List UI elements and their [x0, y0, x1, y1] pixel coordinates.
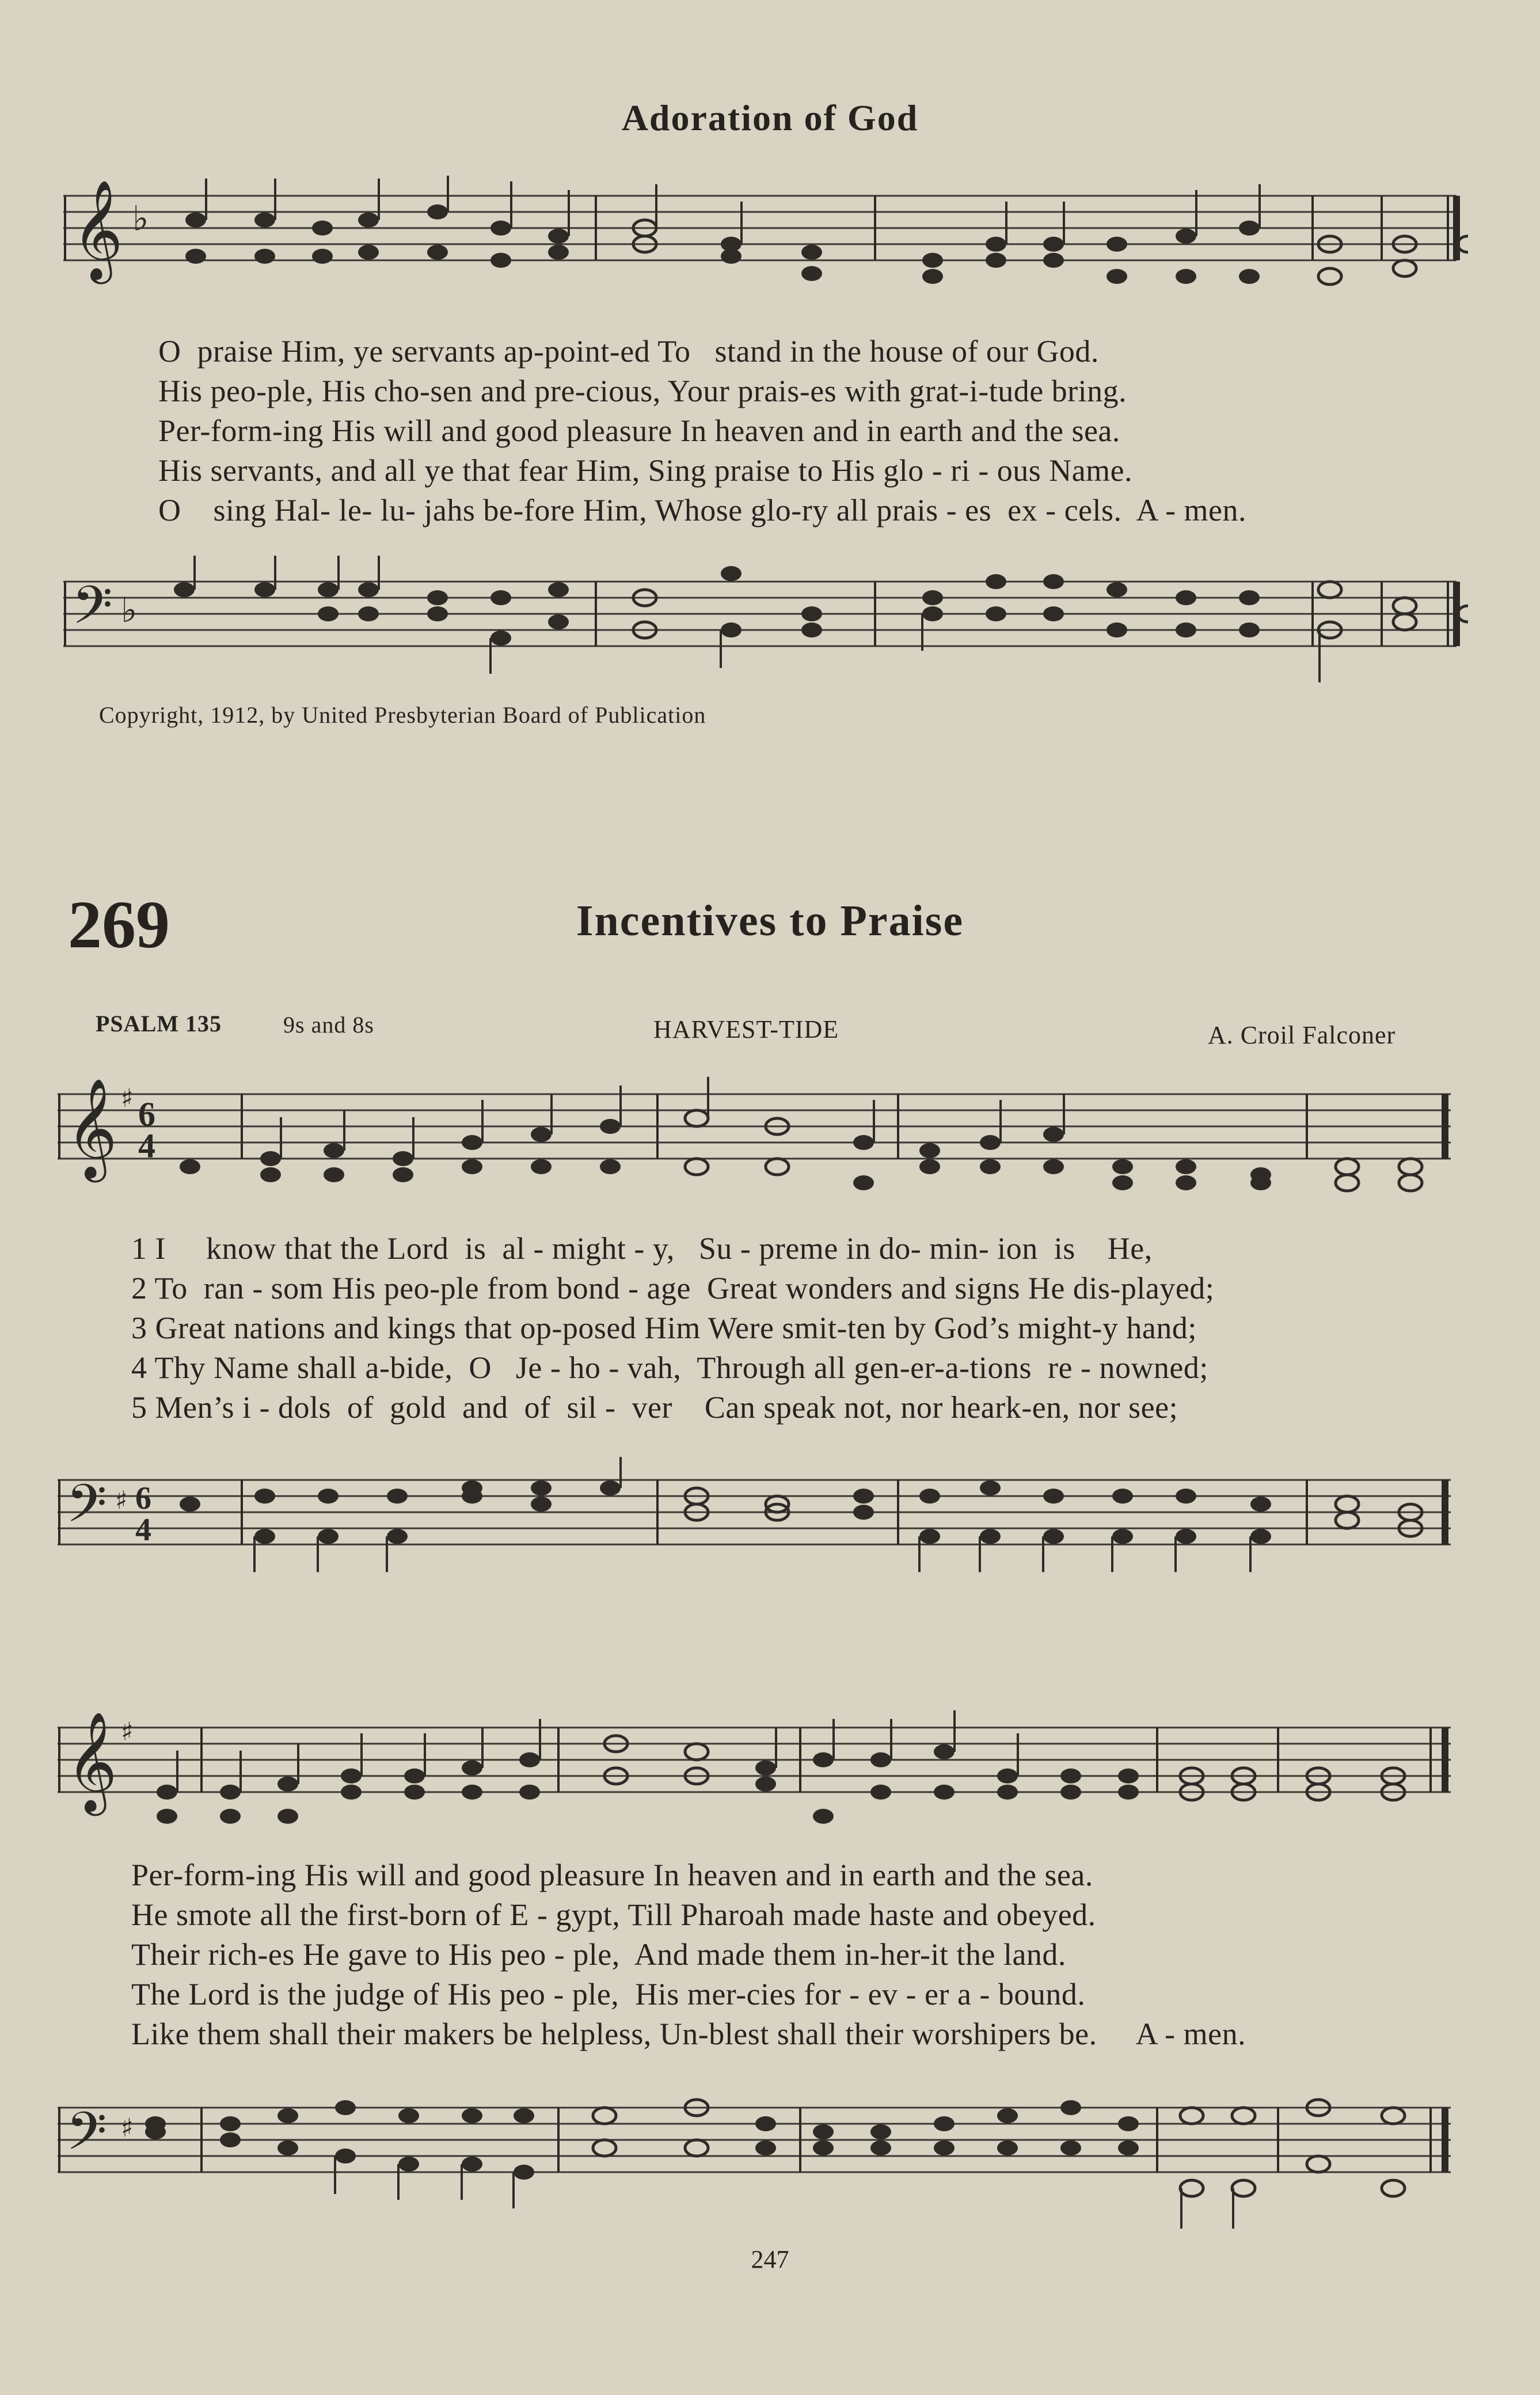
hymn-title: Adoration of God [621, 97, 919, 138]
page-number: 247 [751, 2245, 789, 2273]
svg-text:♯: ♯ [121, 2113, 134, 2143]
bass-staff-269-line1 [58, 1457, 1462, 1607]
verse-line: Like them shall their makers be helpless, Un-blest shall their worshipers be. A - men. [131, 2017, 1246, 2051]
treble-staff-269-line2 [58, 1705, 1462, 1843]
verse-line: His servants, and all ye that fear Him, Sing praise to His glo - ri - ous Name. [158, 453, 1133, 488]
svg-text:𝄢: 𝄢 [66, 2101, 107, 2174]
verse-line: O sing Hal- le- lu- jahs be-fore Him, Whose glo-ry all prais - es ex - cels. A - men. [158, 493, 1247, 527]
bass-staff-268 [63, 553, 1468, 685]
time-sig-bottom: 4 [135, 1512, 151, 1548]
svg-text:𝄞: 𝄞 [66, 1078, 117, 1178]
svg-text:♭: ♭ [121, 590, 138, 631]
verse-line: 3 Great nations and kings that op-posed Him Were smit-ten by God’s might-y hand; [131, 1311, 1197, 1345]
svg-text:𝄞: 𝄞 [66, 1711, 117, 1812]
verse-line: The Lord is the judge of His peo - ple, His mer-cies for - ev - er a - bound. [131, 1977, 1086, 2011]
svg-text:♯: ♯ [121, 1717, 134, 1747]
copyright-notice: Copyright, 1912, by United Presbyterian Board of Publication [99, 702, 706, 728]
svg-text:♭: ♭ [132, 199, 149, 239]
composer: A. Croil Falconer [1208, 1021, 1396, 1049]
verse-line: Per-form-ing His will and good pleasure In heaven and in earth and the sea. [131, 1858, 1093, 1892]
hymn-title: Incentives to Praise [576, 897, 964, 945]
svg-text:𝄞: 𝄞 [72, 180, 123, 280]
verse-line: 5 Men’s i - dols of gold and of sil - ver Can speak not, nor heark-en, nor see; [131, 1390, 1178, 1425]
bass-staff-269-line2 [58, 2085, 1462, 2234]
meter: 9s and 8s [283, 1012, 374, 1038]
verse-line: His peo-ple, His cho-sen and pre-cious, Your prais-es with grat-i-tude bring. [158, 374, 1127, 408]
treble-staff-269-line1 [58, 1071, 1462, 1227]
tune-name: HARVEST-TIDE [653, 1015, 839, 1043]
verse-line: 2 To ran - som His peo-ple from bond - age Great wonders and signs He dis-played; [131, 1271, 1215, 1305]
time-sig-top: 6 [135, 1481, 151, 1516]
verse-line: O praise Him, ye servants ap-point-ed To stand in the house of our God. [158, 334, 1099, 369]
verse-line: Per-form-ing His will and good pleasure In heaven and in earth and the sea. [158, 413, 1120, 448]
hymn-number: 269 [68, 887, 170, 962]
psalm-reference: PSALM 135 [96, 1011, 222, 1037]
treble-staff-268 [63, 173, 1468, 305]
svg-text:𝄢: 𝄢 [66, 1473, 107, 1547]
svg-text:𝄢: 𝄢 [72, 575, 113, 648]
svg-text:♯: ♯ [115, 1486, 128, 1515]
verse-line: 4 Thy Name shall a-bide, O Je - ho - vah, Through all gen-er-a-tions re - nowned; [131, 1350, 1208, 1385]
svg-text:♯: ♯ [121, 1084, 134, 1113]
verse-line: He smote all the first-born of E - gypt, Till Pharoah made haste and obeyed. [131, 1897, 1096, 1932]
verse-line: Their rich-es He gave to His peo - ple, And made them in-her-it the land. [131, 1937, 1066, 1972]
time-sig-top: 6 [138, 1095, 155, 1133]
verse-line: 1 I know that the Lord is al - might - y, Su - preme in do- min- ion is He, [131, 1231, 1153, 1266]
time-sig-bottom: 4 [138, 1127, 155, 1165]
